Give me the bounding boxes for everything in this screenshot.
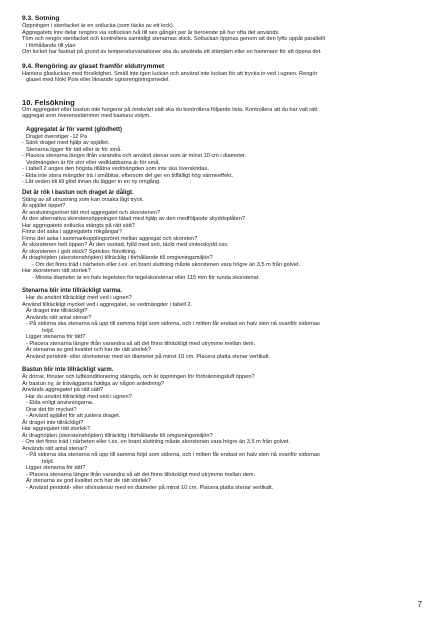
text-line: Är bastun ny, är träväggarna fuktiga av någon anledning? — [22, 380, 165, 387]
text-line: - Elda enligt anvisningarna. — [26, 400, 94, 406]
chapter-heading: 10. Felsökning — [22, 97, 75, 107]
text-line: Används rätt antal stenar? — [22, 445, 88, 452]
text-line: Vedmängden är för stor eller vedklabbarna är för små. — [26, 159, 161, 166]
text-line: - Använd peridotit- eller olivinstenar med en diameter på minst 10 cm. Placera platta stenar vertikalt. — [26, 484, 274, 491]
text-line: Har du använt tillräckligt med ved i ugnen? — [26, 295, 132, 301]
block-smoke — [22, 190, 424, 282]
text-line: - Placera stenarna längre ifrån varandra så att det finns tillräckligt med utrymme mellan dem. — [26, 471, 256, 478]
text-line: - Placera stenarna längre ifrån varandra och använd stenar som är minst 10 cm i diameter. — [22, 153, 247, 159]
text-line: Öppningen i stenfacket är en sotlucka (som täcks av ett lock). — [22, 23, 175, 29]
text-line: i förhållande till ytan — [26, 42, 76, 49]
text-line: - Sänk draget med hjälp av spjället. — [22, 140, 110, 146]
text-line: - På sidorna ska stenarna nå upp till samma höjd som sidorna, och i mitten får endast en halv sten nå ovanför sidornas — [26, 321, 320, 327]
text-line: Används aggregatet på rätt sätt? — [22, 387, 104, 393]
text-line: höjd. — [42, 327, 55, 334]
text-line: Har skorstenen rätt storlek? — [22, 268, 91, 274]
text-line: Är spjället öppet? — [22, 203, 66, 209]
text-line: Har du använt tillräckligt med ved i ugnen? — [26, 393, 132, 400]
text-line: Använd peridotit- eller olivinstenar med en diameter på minst 10 cm. Placera platta stenar vertikalt. — [26, 353, 271, 360]
section-9-3 — [22, 15, 424, 56]
text-line: Ligger stenarna för tätt? — [26, 465, 86, 471]
block-sauna-not-warm — [22, 367, 424, 491]
text-line: - På sidorna ska stenarna nå upp till samma höjd som sidorna, och i mitten får endast en halv sten nå ovanför sidornas — [26, 452, 320, 458]
block-stones-not-warm — [22, 288, 424, 360]
text-line: Är draget inte tillräckligt? — [26, 308, 88, 314]
block-heading: Aggregatet är för varmt (glödhett) — [26, 126, 123, 133]
text-line: Är draghöjden (skorstenshöjden) tillräcklig i förhållande till omgivningsmiljön? — [22, 255, 213, 261]
text-line: Töm och rengör stenfacket och kontrollera samtidigt stenarnas skick. Sotluckan öppnas genom att den lyfts uppåt parallellt — [22, 36, 326, 42]
text-line: aggregat som överensstämmer med bastuns volym. — [22, 113, 151, 119]
text-line: - I tabell 2 anges den högsta tillåtna vedmängden som inte ska överskridas. — [22, 166, 209, 172]
text-line: Draget överstiger -12 Pa — [26, 133, 87, 140]
text-line: Aggregatets inre delar rengörs via sotluckan två till sex gånger per år beroende på hur ofta det används. — [22, 29, 280, 36]
text-line: glaset med Noki Pois eller liknande ugnsrengöringsmedel. — [26, 77, 170, 83]
text-line: Stenarna ligger för tätt eller är för små. — [26, 146, 122, 153]
text-line: Är skorstenen i gott skick? Sprickor, förvittring. — [22, 248, 137, 255]
text-line: Om locket har fastnat på grund av temperaturvariationer ska du använda ett stämjärn eller en hammare för att öppna det. — [22, 49, 322, 55]
section-9-4 — [22, 63, 424, 84]
text-line: Om aggregatet eller bastun inte fungerar på önskvärt sätt ska du kontrollera följande lista. Kontrollera att du har valt rätt — [22, 106, 318, 113]
text-line: - Minsta diameter är en halv tegelsten för tegelskorstenar eller 115 mm för runda skorstenar. — [32, 274, 260, 281]
text-line: Ligger stenarna för tätt? — [26, 334, 86, 340]
page-number: 7 — [417, 600, 422, 609]
text-line: Är anslutningsröret tätt mot aggregatet och skorstenen? — [22, 209, 161, 216]
section-heading: 9.3. Sotning — [22, 15, 60, 22]
section-heading: 9.4. Rengöring av glaset framför eldutrymmet — [22, 62, 165, 70]
text-line: Används rätt antal stenar? — [26, 314, 92, 321]
section-10 — [22, 98, 424, 120]
text-line: Är skorstenen helt öppen? Är den osotad, fylld med snö, täckt med vinterskydd osv. — [22, 242, 229, 248]
block-too-hot — [22, 127, 424, 186]
text-line: Finns det aska i sammankopplingsröret mellan aggregat och skorsten? — [22, 235, 198, 242]
block-heading: Stenarna blir inte tillräckligt varma. — [22, 288, 123, 294]
text-line: Drar det för mycket? — [26, 406, 77, 413]
text-line: Är dörrar, fönster och luftkonditionering stängda, och är öppningen för förbränningsluft öppen? — [22, 374, 255, 380]
text-line: - Elda inte stora mängder trä i småbitar, eftersom det ger en tillfälligt hög värmeeffekt. — [22, 172, 234, 179]
text-line: Är stenarna av god kvalitet och har de rätt storlek? — [26, 478, 151, 484]
text-line: Är stenarna av god kvalitet och har de rätt storlek? — [26, 347, 151, 353]
text-line: Är den alternativa skorstensöppningen tätad med hjälp av den medföljande skyddsplåten? — [22, 216, 245, 222]
text-line: - Om det finns träd i närheten eller t.ex. en brant sluttning måste skorstenen vara högre än 3,5 m från golvet. — [32, 261, 301, 268]
text-line: Hantera glasluckan med försiktighet. Smäll inte igen luckan och använd inte luckan för att trycka in ved i ugnen. Rengör — [22, 70, 318, 77]
block-heading: Bastun blir inte tillräckligt varm. — [22, 367, 114, 373]
text-line: - Använd spjället för att justera draget. — [26, 413, 121, 419]
text-line: Har aggregatets sotlucka stängts på rätt sätt? — [22, 222, 135, 229]
text-line: Är draghöjden (skorstenshöjden) tillräcklig i förhållande till omgivningsmiljön? — [22, 432, 213, 439]
text-line: Finns det aska i aggregatets rökgångar? — [22, 229, 123, 235]
block-heading: Det är rök i bastun och draget är dåligt. — [22, 189, 134, 196]
text-line: höjd. — [42, 458, 55, 465]
text-line: Använd tillräckligt mycket ved i aggregatet, se vedmängder i tabell 2. — [22, 301, 193, 308]
text-line: Är draget inte tillräckligt? — [22, 419, 84, 426]
text-line: - Placera stenarna längre ifrån varandra så att det finns tillräckligt med utrymme mellan dem. — [26, 340, 256, 347]
text-line: - Om det finns träd i närheten eller t.ex. en brant sluttning måste skorstenen vara högre än 3,5 m från golvet. — [22, 439, 291, 445]
text-line: - Låt veden bli till glöd innan du lägger in en ny omgång. — [22, 179, 161, 185]
text-line: Stäng av all utrustning som kan orsaka lågt tryck. — [22, 196, 144, 203]
text-line: Har aggregatet rätt storlek? — [22, 426, 91, 432]
